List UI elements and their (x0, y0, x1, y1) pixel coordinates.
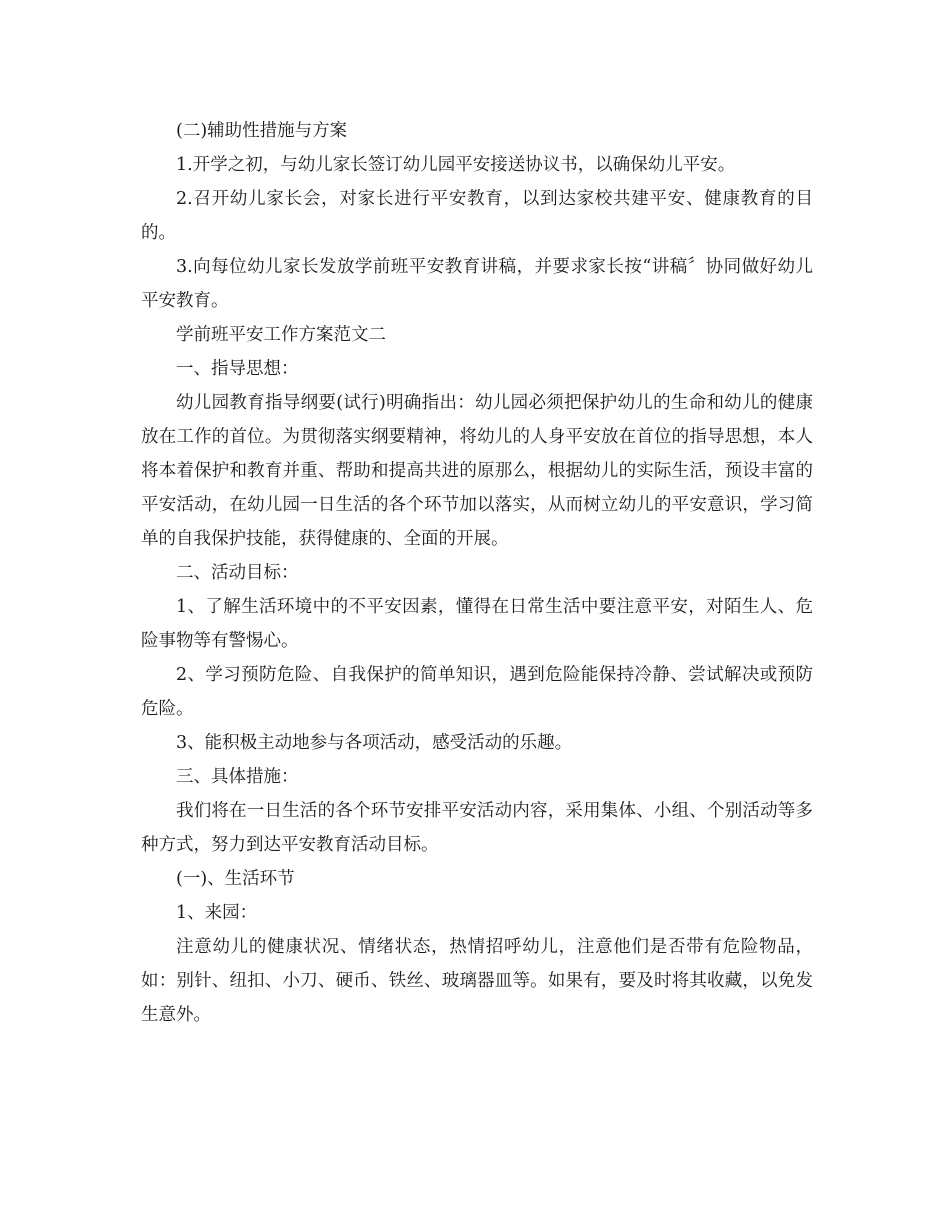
body-paragraph: 幼儿园教育指导纲要(试行)明确指出：幼儿园必须把保护幼儿的生命和幼儿的健康放在工作的首位。为贯彻落实纲要精神，将幼儿的人身平安放在首位的指导思想，本人将本着保护和教育并重、帮助和提高共进的原那么，根据幼儿的实际生活，预设丰富的平安活动，在幼儿园一日生活的各个环节加以落实，从而树立幼儿的平安意识，学习简单的自我保护技能，获得健康的、全面的开展。 (141, 393, 813, 549)
subsection-heading-auxiliary-measures: (二)辅助性措施与方案 (176, 121, 348, 141)
subsection-heading-daily-life: (一)、生活环节 (176, 869, 295, 889)
body-paragraph: 注意幼儿的健康状况、情绪状态，热情招呼幼儿，注意他们是否带有危险物品，如：别针、纽扣、小刀、硬币、铁丝、玻璃器皿等。如果有，要及时将其收藏，以免发生意外。 (141, 937, 813, 1025)
list-item: 2、学习预防危险、自我保护的简单知识，遇到危险能保持冷静、尝试解决或预防危险。 (141, 665, 813, 719)
body-paragraph: 我们将在一日生活的各个环节安排平安活动内容，采用集体、小组、个别活动等多种方式，努力到达平安教育活动目标。 (141, 801, 813, 855)
section-heading-activity-goals: 二、活动目标： (176, 563, 299, 583)
section-heading-specific-measures: 三、具体措施： (176, 767, 299, 787)
section-title-plan-two: 学前班平安工作方案范文二 (176, 325, 386, 345)
list-item: 3.向每位幼儿家长发放学前班平安教育讲稿，并要求家长按“讲稿〞协同做好幼儿平安教育。 (141, 257, 813, 311)
document-body (141, 114, 813, 1032)
list-item: 1.开学之初，与幼儿家长签订幼儿园平安接送协议书，以确保幼儿平安。 (176, 155, 736, 175)
section-heading-guiding-ideology: 一、指导思想： (176, 359, 299, 379)
list-item: 1、了解生活环境中的不平安因素，懂得在日常生活中要注意平安，对陌生人、危险事物等有警惕心。 (141, 597, 813, 651)
list-item: 3、能积极主动地参与各项活动，感受活动的乐趣。 (176, 733, 573, 753)
list-item: 2.召开幼儿家长会，对家长进行平安教育，以到达家校共建平安、健康教育的目的。 (141, 189, 813, 243)
list-item-heading: 1、来园： (176, 903, 258, 923)
